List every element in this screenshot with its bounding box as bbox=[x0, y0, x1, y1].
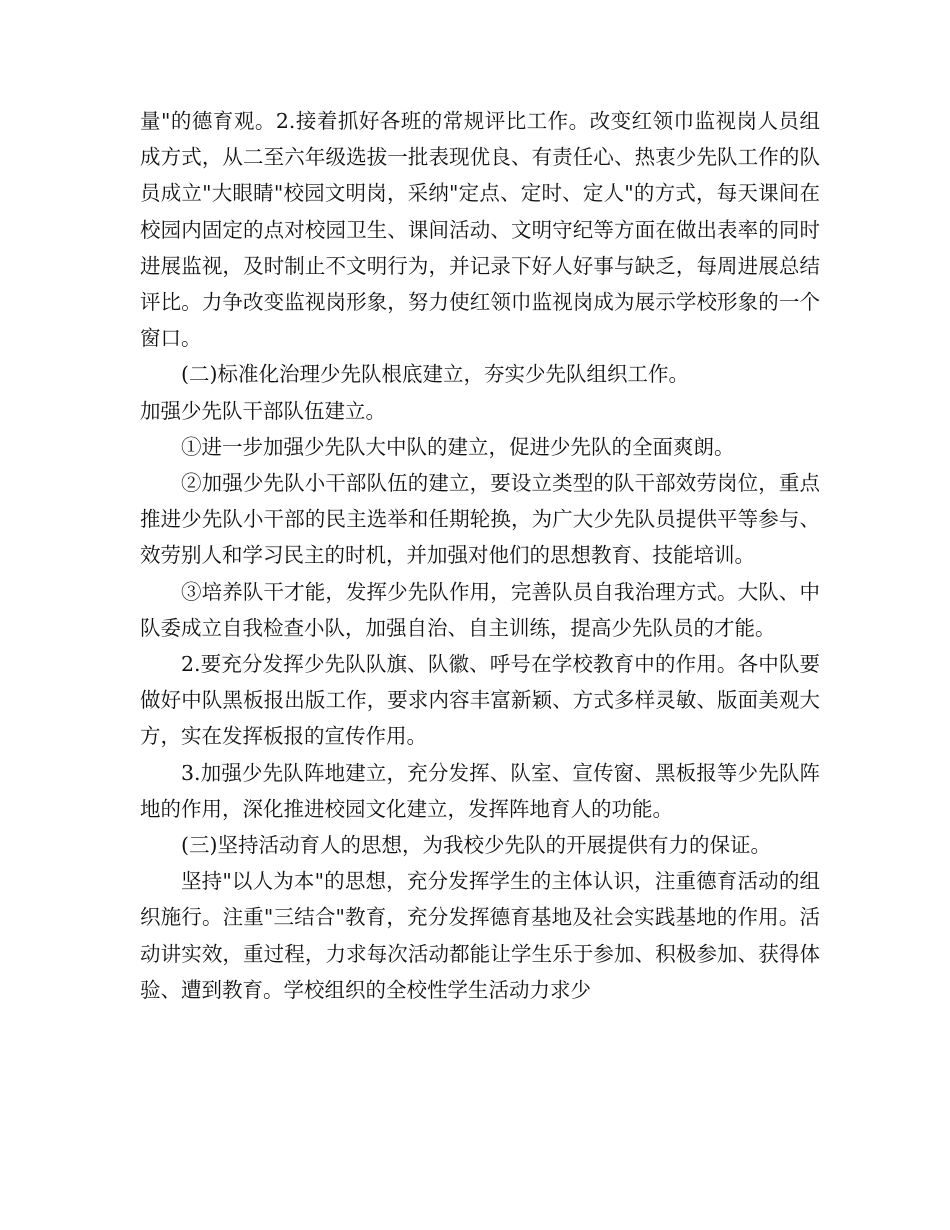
paragraph-5-item-2: ②加强少先队小干部队伍的建立，要设立类型的队干部效劳岗位，重点推进少先队小干部的民主选举和任期轮换，为广大少先队员提供平等参与、效劳别人和学习民主的时机，并加强对他们的思想教育、技能培训。 bbox=[140, 471, 820, 568]
document-body bbox=[140, 103, 820, 1008]
paragraph-3: 加强少先队干部队伍建立。 bbox=[140, 398, 386, 423]
paragraph-7: 2.要充分发挥少先队队旗、队徽、呼号在学校教育中的作用。各中队要做好中队黑板报出版工作，要求内容丰富新颖、方式多样灵敏、版面美观大方，实在发挥板报的宣传作用。 bbox=[140, 652, 820, 749]
paragraph-6-item-3: ③培养队干才能，发挥少先队作用，完善队员自我治理方式。大队、中队委成立自我检查小队，加强自治、自主训练，提高少先队员的才能。 bbox=[140, 579, 820, 640]
paragraph-9-section-heading: (三)坚持活动育人的思想，为我校少先队的开展提供有力的保证。 bbox=[181, 833, 771, 858]
paragraph-1: 量"的德育观。2.接着抓好各班的常规评比工作。改变红领巾监视岗人员组成方式，从二至六年级选拔一批表现优良、有责任心、热衷少先队工作的队员成立"大眼睛"校园文明岗，采纳"定点、定时、定人"的方式，每天课间在校园内固定的点对校园卫生、课间活动、文明守纪等方面在做出表率的同时进展监视，及时制止不文明行为，并记录下好人好事与缺乏，每周进展总结评比。力争改变监视岗形象，努力使红领巾监视岗成为展示学校形象的一个窗口。 bbox=[140, 109, 820, 351]
paragraph-2-section-heading: (二)标准化治理少先队根底建立，夯实少先队组织工作。 bbox=[181, 362, 689, 387]
paragraph-8: 3.加强少先队阵地建立，充分发挥、队室、宣传窗、黑板报等少先队阵地的作用，深化推进校园文化建立，发挥阵地育人的功能。 bbox=[140, 760, 820, 821]
paragraph-4-item-1: ①进一步加强少先队大中队的建立，促进少先队的全面爽朗。 bbox=[181, 434, 735, 459]
paragraph-10: 坚持"以人为本"的思想，充分发挥学生的主体认识，注重德育活动的组织施行。注重"三结合"教育，充分发挥德育基地及社会实践基地的作用。活动讲实效，重过程，力求每次活动都能让学生乐于参加、积极参加、获得体验、遭到教育。学校组织的全校性学生活动力求少 bbox=[140, 869, 820, 1002]
